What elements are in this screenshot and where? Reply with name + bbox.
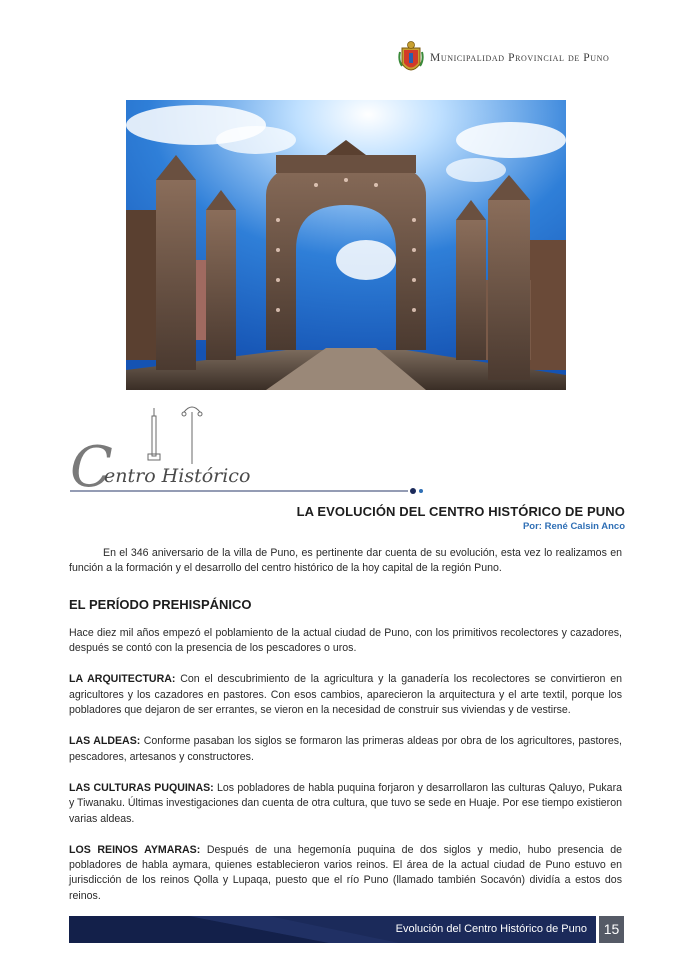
article-header (297, 504, 625, 532)
paragraph (69, 734, 622, 765)
paragraph-label: LOS REINOS AYMARAS: (69, 843, 201, 856)
paragraph-text: Conforme pasaban los siglos se formaron las primeras aldeas por obra de los agricultores, pastores, pescadores, artesanos y constructores. (69, 735, 622, 763)
footer-bar (69, 916, 596, 943)
paragraph-text: Después de una hegemonía puquina de dos siglos y medio, hubo presencia de pobladores de habla aymara, quienes establecieron varios reinos. El área de la actual ciudad de Puno estuvo en jurisdicción de los reinos Qolla y Lupaqa, puesto que el río Puno (llamado también Socavón) dividía a estos dos reinos. (69, 843, 623, 902)
municipal-crest-icon (398, 40, 424, 78)
page-header (396, 40, 636, 80)
article-title: LA EVOLUCIÓN DEL CENTRO HISTÓRICO DE PUNO (296, 504, 625, 519)
paragraph-text: Hace diez mil años empezó el poblamiento de la actual ciudad de Puno, con los primitivos recolectores y cazadores, después se contó con la presencia de los pescadores o uros. (69, 626, 622, 655)
article-body (69, 546, 622, 920)
paragraph (69, 843, 622, 904)
paragraph (69, 626, 622, 657)
paragraph-text: Con el descubrimiento de la agricultura y la ganadería los recolectores se convirtieron en agricultores y los cazadores en pastores. Con esos cambios, aparecieron la arquitectura y el arte textil, porque los pobladores que dejaron de ser errantes, se vieron en la necesidad de construir sus viviendas y de vestirse. (69, 673, 622, 717)
paragraph-label: LAS CULTURAS PUQUINAS: (69, 781, 214, 794)
monument-lamp-icon (148, 407, 202, 464)
intro-paragraph: En el 346 aniversario de la villa de Puno, es pertinente dar cuenta de su evolución, esta vez lo realizamos en función a la formación y el desarrollo del centro histórico de la hoy capital de la región Puno. (69, 547, 622, 575)
arch-photo (126, 100, 566, 390)
org-name: Municipalidad Provincial de Puno (430, 52, 610, 64)
footer-title: Evolución del Centro Histórico de Puno (395, 923, 587, 935)
paragraph-text: Los pobladores de habla puquina forjaron y desarrollaron las culturas Qaluyo, Pukara y Tiwanaku. Últimas investigaciones dan cuenta de otra cultura, que tuvo se sede en Huaje. Por ese tiempo existieron varias aldeas. (69, 781, 622, 825)
paragraph-label: LA ARQUITECTURA: (69, 673, 176, 686)
logo-text: entro Histórico (104, 465, 251, 487)
section-heading: EL PERÍODO PREHISPÁNICO (69, 596, 252, 612)
page-number: 15 (599, 916, 624, 943)
article-byline: Por: René Calsin Anco (522, 521, 625, 532)
paragraph (69, 672, 622, 718)
centro-historico-logo (66, 398, 426, 498)
paragraph (69, 781, 622, 827)
logo-initial: C (70, 435, 113, 498)
paragraph-label: LAS ALDEAS: (69, 735, 141, 748)
